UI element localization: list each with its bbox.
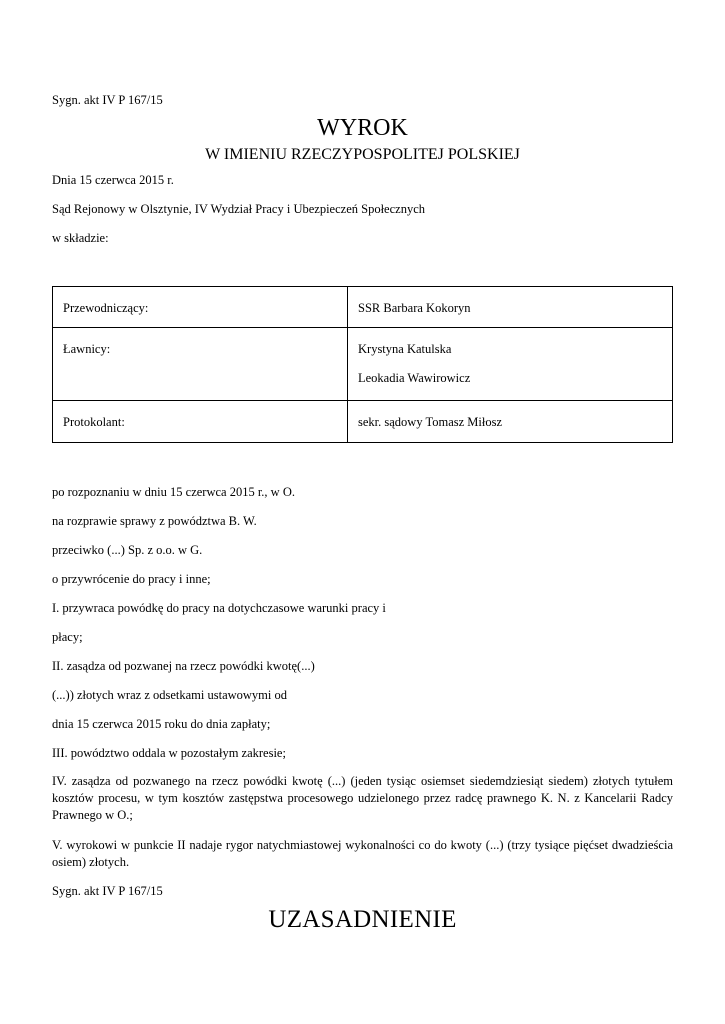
body-line: na rozprawie sprawy z powództwa B. W. <box>52 514 257 528</box>
table-row <box>53 328 673 401</box>
lay-judge-2: Leokadia Wawirowicz <box>358 371 471 385</box>
point-i: I. przywraca powódkę do pracy na dotychczasowe warunki pracy i <box>52 601 386 615</box>
body-line: o przywrócenie do pracy i inne; <box>52 572 211 586</box>
case-number-top: Sygn. akt IV P 167/15 <box>52 93 163 107</box>
point-ii: II. zasądza od pozwanej na rzecz powódki kwotę(...) <box>52 659 315 673</box>
point-iv: IV. zasądza od pozwanego na rzecz powódki kwotę (...) (jeden tysiąc osiemset siedemdziesiąt siedem) złotych tytułem kosztów procesu, w tym kosztów zastępstwa procesowego udzielonego przez radcę prawnego K. N. z Kancelarii Radcy Prawnego w O.; <box>52 774 673 822</box>
lay-judges-value <box>348 328 673 401</box>
court-name: Sąd Rejonowy w Olsztynie, IV Wydział Pracy i Ubezpieczeń Społecznych <box>52 202 425 216</box>
lay-judges-label: Ławnicy: <box>53 328 348 401</box>
point-ii-continued: (...)) złotych wraz z odsetkami ustawowymi od <box>52 688 288 702</box>
composition-label: w składzie: <box>52 231 109 245</box>
presiding-value: SSR Barbara Kokoryn <box>348 287 673 328</box>
body-line: po rozpoznaniu w dniu 15 czerwca 2015 r., w O. <box>52 485 295 499</box>
presiding-label: Przewodniczący: <box>53 287 348 328</box>
bench-table <box>52 286 673 443</box>
justification-heading: UZASADNIENIE <box>268 906 457 933</box>
point-v: V. wyrokowi w punkcie II nadaje rygor natychmiastowej wykonalności co do kwoty (...) (trzy tysiące pięćset dwadzieścia osiem) złotych. <box>52 838 673 869</box>
body-line: przeciwko (...) Sp. z o.o. w G. <box>52 543 203 557</box>
clerk-value: sekr. sądowy Tomasz Miłosz <box>348 401 673 443</box>
lay-judge-1: Krystyna Katulska <box>358 342 452 356</box>
point-i-continued: płacy; <box>52 630 83 644</box>
table-row <box>53 287 673 328</box>
point-ii-continued: dnia 15 czerwca 2015 roku do dnia zapłaty; <box>52 717 271 731</box>
case-number-bottom: Sygn. akt IV P 167/15 <box>52 884 163 898</box>
clerk-label: Protokolant: <box>53 401 348 443</box>
document-subtitle: W IMIENIU RZECZYPOSPOLITEJ POLSKIEJ <box>205 146 520 163</box>
table-row <box>53 401 673 443</box>
judgment-date: Dnia 15 czerwca 2015 r. <box>52 173 174 187</box>
point-iii: III. powództwo oddala w pozostałym zakresie; <box>52 746 286 760</box>
document-title: WYROK <box>317 115 408 141</box>
